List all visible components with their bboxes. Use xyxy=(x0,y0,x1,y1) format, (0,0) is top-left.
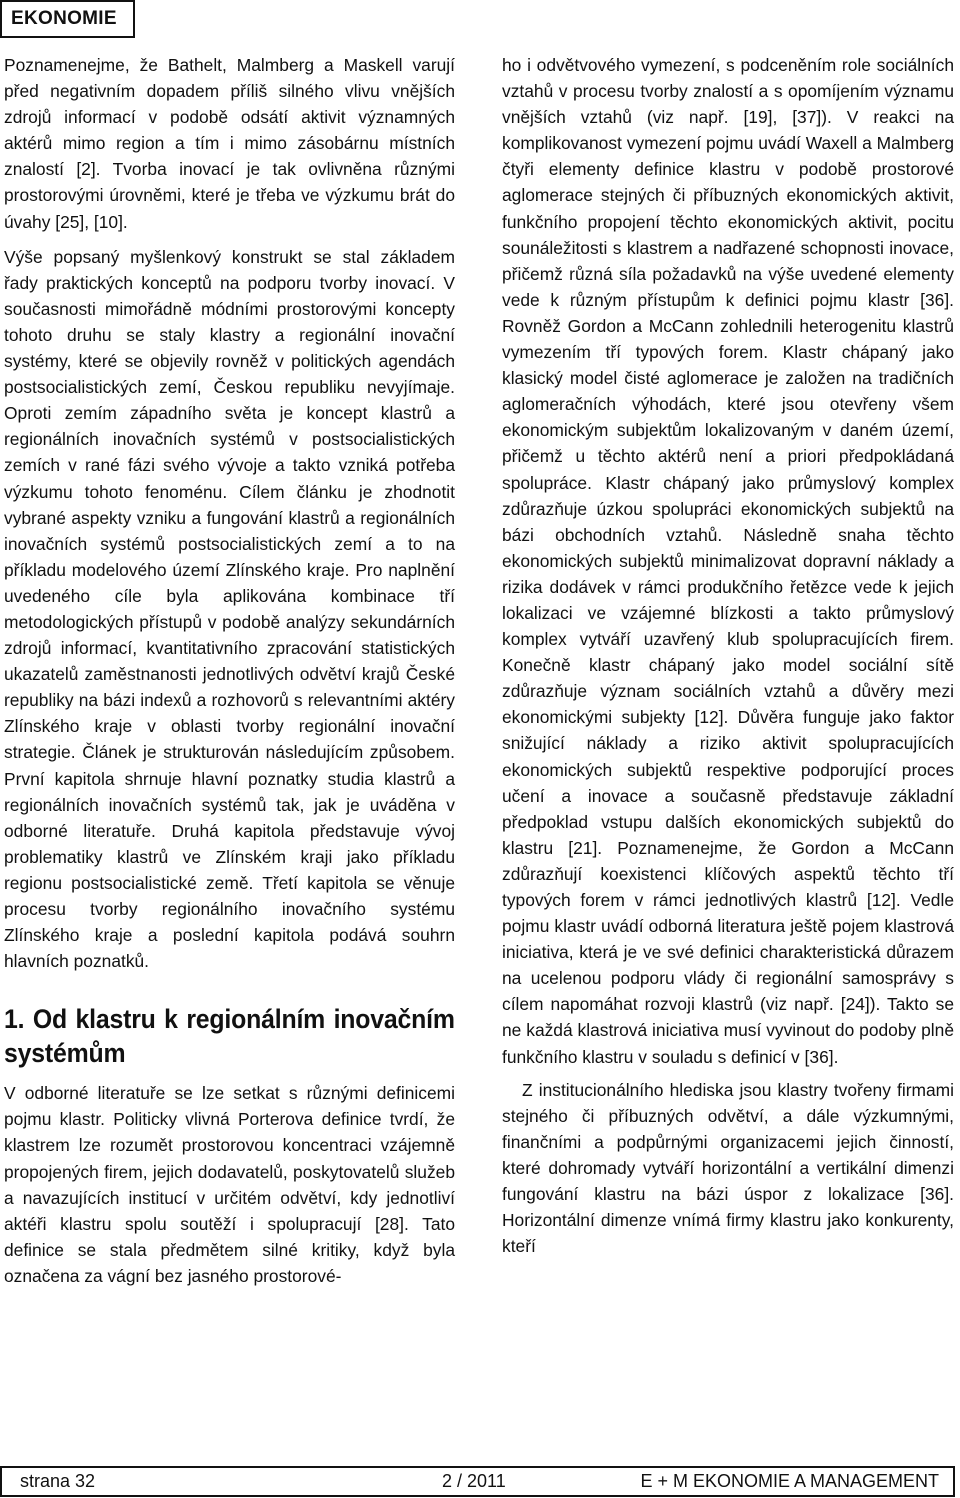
section-heading: 1. Od klastru k regionálním inovačním systémům xyxy=(4,1004,455,1069)
left-column xyxy=(4,52,455,1289)
paragraph: ho i odvětvového vymezení, s podceněním role sociálních vztahů v procesu tvorby znalostí a s opomíjením významu vnějších vztahů (viz např. [19], [37]). V reakci na komplikovanost vymezení pojmu uvádí Waxell a Malmberg čtyři elementy definice klastru v podobě prostorové aglomerace stejných či příbuzných ekonomických aktivit, funkčního propojení těchto ekonomických aktivit, pocitu sounáležitosti s klastrem a nadřazené schopnosti inovace, přičemž různá síla požadavků na výše uvedené elementy vede k různým přístupům k definici pojmu klastr [36]. Rovněž Gordon a McCann zohlednili heterogenitu klastrů vymezením tří typových forem. Klastr chápaný jako klasický model čisté aglomerace je založen na tradičních aglomeračních výhodách, které jsou otevřeny všem ekonomickým subjektům lokalizovaným v daném území, přičemž u těchto aktérů není a priori předpokládaná spolupráce. Klastr chápaný jako průmyslový komplex zdůrazňuje úzkou spolupráci ekonomických subjektů na bázi obchodních vztahů. Následně snaha těchto ekonomických subjektů minimalizovat dopravní náklady a rizika dodávek v rámci produkčního řetězce vede k jejich lokalizaci ve vzájemné blízkosti a takto průmyslový komplex vytváří uzavřený klub spolupracujících firem. Konečně klastr chápaný jako model sociální sítě zdůrazňuje význam sociálních vztahů a důvěry mezi ekonomickými subjekty [12]. Důvěra funguje jako faktor snižující náklady a riziko aktivit spolupracujících ekonomických subjektů respektive podporující proces učení a inovace a současně představuje základní předpoklad vstupu dalších ekonomických subjektů do klastru [21]. Poznamenejme, že Gordon a McCann zdůrazňují koexistenci klíčových aspektů těchto tří typových forem v rámci jednotlivých klastrů [12]. Vedle pojmu klastr uvádí odborná literatura ještě pojem klastrová iniciativa, která je ve své definici charakteristická důrazem na ucelenou podporu vlády či regionální samosprávy s cílem napomáhat rozvoji klastrů (viz např. [24]). Takto se ne každá klastrová iniciativa musí vyvinout do podoby plně funkčního klastru v souladu s definicí v [36]. xyxy=(502,55,954,1067)
right-column xyxy=(502,52,954,1259)
issue-number: 2 / 2011 xyxy=(442,1471,506,1491)
page-footer xyxy=(0,1466,955,1497)
paragraph: Z institucionálního hlediska jsou klastry tvořeny firmami stejného či příbuzných odvětví, a dále výzkumnými, finančními a podpůrnými organizacemi jejich činností, které dohromady vytváří horizontální a vertikální dimenzi fungování klastru na bázi úspor z lokalizace [36]. Horizontální dimenze vnímá firmy klastru jako konkurenty, kteří xyxy=(502,1079,954,1257)
paragraph: Výše popsaný myšlenkový konstrukt se stal základem řady praktických konceptů na podporu tvorby inovací. V současnosti mimořádně módními prostorovými koncepty tohoto druhu se staly klastry a regionální inovační systémy, které se objevily rovněž v politických agendách postsocialistických zemí, Českou republiku nevyjímaje. Oproti zemím západního světa je koncept klastrů a regionálních inovačních systémů v postsocialistických zemích v rané fázi svého vývoje a takto vzniká potřeba výzkumu tohoto fenoménu. Cílem článku je zhodnotit vybrané aspekty vzniku a fungování klastrů a regionálních inovačních systémů postsocialistických zemí a to na příkladu modelového území Zlínského kraje. Pro naplnění uvedeného cíle byla aplikována kombinace tří metodologických přístupů v podobě analýzy sekundárních zdrojů informací, kvantitativního zpracování statistických ukazatelů zaměstnanosti jednotlivých odvětví krajů České republiky na bázi indexů a rozhovorů s relevantními aktéry Zlínského kraje v oblasti tvorby regionální inovační strategie. Článek je strukturován následujícím způsobem. První kapitola shrnuje hlavní poznatky studia klastrů a regionálních inovačních systémů tak, jak je uváděna v odborné literatuře. Druhá kapitola představuje vývoj problematiky klastrů ve Zlínském kraji jako příkladu regionu postsocialistické země. Třetí kapitola se věnuje procesu tvorby regionálního inovačního systému Zlínského kraje a poslední kapitola podává souhrn hlavních poznatků. xyxy=(4,246,455,972)
paragraph: Poznamenejme, že Bathelt, Malmberg a Maskell varují před negativním dopadem příliš silného vlivu vnějších zdrojů informací v podobě odsátí aktivit významných aktérů mimo region a tím i mimo zásobárnu místních znalostí [2]. Tvorba inovací je tak ovlivněna různými prostorovými úrovněmi, které je třeba ve výzkumu brát do úvahy [25], [10]. xyxy=(4,55,455,232)
paragraph: V odborné literatuře se lze setkat s různými definicemi pojmu klastr. Politicky vlivná Porterova definice tvrdí, že klastrem lze rozumět prostorovou koncentraci vzájemně propojených firem, jejich dodavatelů, poskytovatelů služeb a navazujících institucí v určitém odvětví, kdy jednotliví aktéři klastru spolu soutěží i spolupracují [28]. Tato definice se stala předmětem silné kritiky, když byla označena za vágní bez jasného prostorové- xyxy=(4,1083,455,1286)
page-number: strana 32 xyxy=(20,1471,96,1491)
section-label: EKONOMIE xyxy=(0,0,135,38)
journal-title: E + M EKONOMIE A MANAGEMENT xyxy=(640,1471,939,1491)
